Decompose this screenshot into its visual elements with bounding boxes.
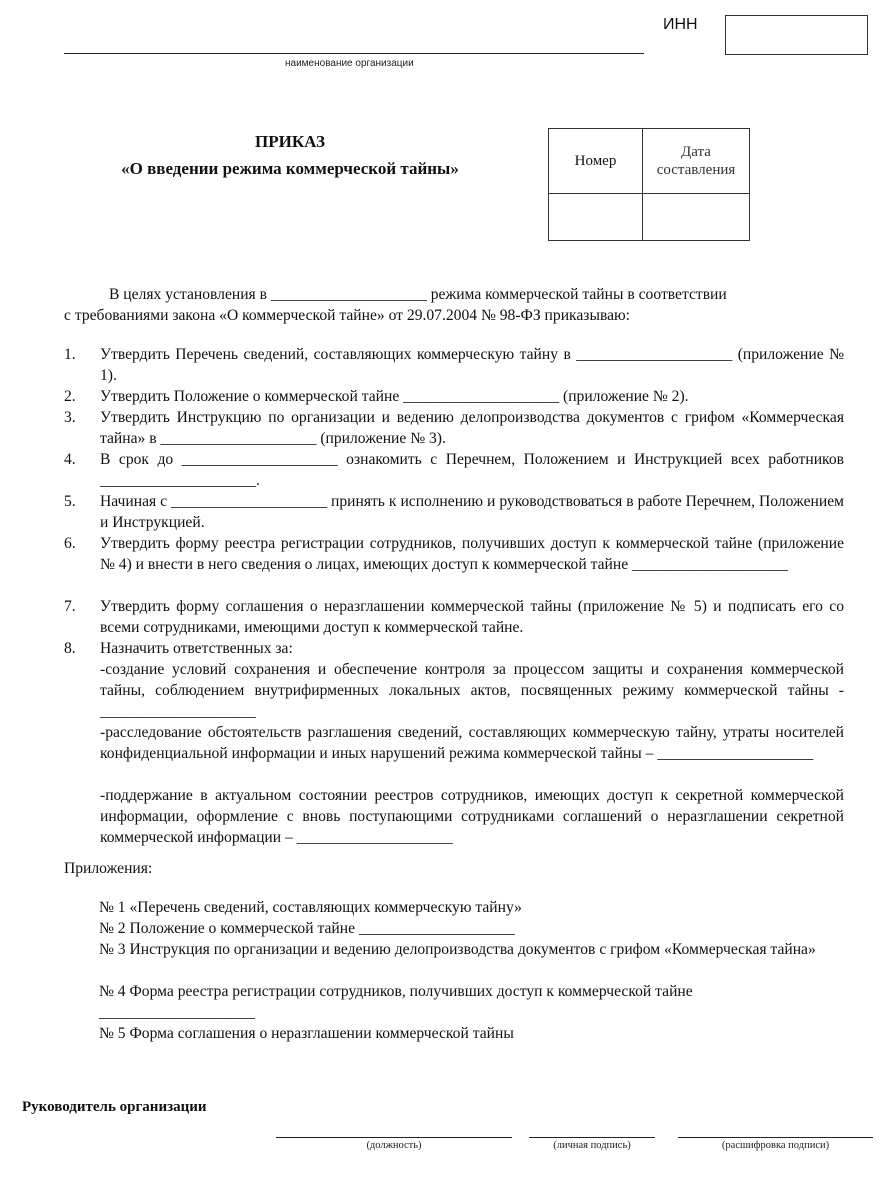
sign-caption: (личная подпись) [553, 1140, 631, 1151]
item-text: Утвердить Инструкцию по организации и ведению делопроизводства документов с грифом «Коммерческая тайна» в ____________________ (приложение № 3). [100, 409, 844, 447]
order-item-1 [64, 344, 844, 386]
order-item-8 [64, 638, 844, 659]
attachment-2: № 2 Положение о коммерческой тайне ____________________ [99, 920, 515, 937]
position-line [276, 1137, 512, 1138]
responsibility-3 [64, 785, 844, 848]
order-item-6 [64, 533, 844, 575]
intro-line-1: В целях установления в ____________________ режима коммерческой тайны в соответствии [109, 286, 727, 303]
order-meta-table [548, 128, 750, 241]
item-text: Назначить ответственных за: [100, 640, 293, 657]
item-number: 8. [64, 640, 76, 657]
item-number: 2. [64, 388, 76, 405]
responsibility-2 [64, 722, 844, 764]
order-item-7 [64, 596, 844, 638]
attachment-5: № 5 Форма соглашения о неразглашении коммерческой тайны [99, 1025, 514, 1042]
order-item-3 [64, 407, 844, 449]
org-name-caption: наименование организации [285, 58, 414, 69]
attachments-heading: Приложения: [64, 860, 153, 877]
item-text: В срок до ____________________ ознакомить с Перечнем, Положением и Инструкцией всех работников ____________________. [100, 451, 844, 489]
number-field[interactable] [549, 194, 643, 241]
number-label: Номер [549, 129, 643, 194]
responsibility-1 [64, 659, 844, 722]
item-text: Утвердить форму реестра регистрации сотрудников, получивших доступ к коммерческой тайне (приложение № 4) и внести в него сведения о лицах, имеющих доступ к коммерческой тайне ____________________ [100, 535, 844, 573]
item-number: 7. [64, 598, 76, 615]
signature-title: Руководитель организации [22, 1099, 207, 1115]
item-number: 1. [64, 346, 76, 363]
decode-caption: (расшифровка подписи) [721, 1140, 830, 1151]
inn-field[interactable] [725, 15, 868, 55]
intro-line-2: с требованиями закона «О коммерческой тайне» от 29.07.2004 № 98-ФЗ приказываю: [64, 307, 631, 324]
item-text: Утвердить форму соглашения о неразглашении коммерческой тайны (приложение № 5) и подписать его со всеми сотрудниками, имеющими доступ к коммерческой тайне. [100, 598, 844, 636]
attachment-4: № 4 Форма реестра регистрации сотрудников, получивших доступ к коммерческой тайне ____________________ [99, 983, 693, 1021]
order-item-4 [64, 449, 844, 491]
order-title: ПРИКАЗ [255, 132, 325, 151]
item-text: Утвердить Перечень сведений, составляющих коммерческую тайну в ____________________ (приложение № 1). [100, 346, 844, 384]
item-text: Начиная с ____________________ принять к исполнению и руководствоваться в работе Перечнем, Положением и Инструкцией. [100, 493, 844, 531]
date-field[interactable] [643, 194, 750, 241]
responsibility-text: -поддержание в актуальном состоянии реестров сотрудников, имеющих доступ к секретной коммерческой информации, оформление с вновь поступающими сотрудниками соглашений о неразглашении секретной коммерческой информации – ____________________ [100, 787, 844, 846]
item-number: 3. [64, 409, 76, 426]
sign-line [529, 1137, 655, 1138]
attachment-1: № 1 «Перечень сведений, составляющих коммерческую тайну» [99, 899, 522, 916]
decode-line [678, 1137, 873, 1138]
item-number: 6. [64, 535, 76, 552]
item-number: 4. [64, 451, 76, 468]
position-caption: (должность) [366, 1140, 422, 1151]
item-text: Утвердить Положение о коммерческой тайне ____________________ (приложение № 2). [100, 388, 689, 405]
inn-label: ИНН [663, 16, 698, 33]
item-number: 5. [64, 493, 76, 510]
attachment-3: № 3 Инструкция по организации и ведению делопроизводства документов с грифом «Коммерческая тайна» [99, 941, 816, 958]
org-name-line [64, 53, 644, 54]
responsibility-text: -расследование обстоятельств разглашения сведений, составляющих коммерческую тайну, утраты носителей конфиденциальной информации и иных нарушений режима коммерческой тайны – ____________________ [100, 724, 844, 762]
order-subtitle: «О введении режима коммерческой тайны» [121, 159, 459, 178]
order-item-5 [64, 491, 844, 533]
order-item-2 [64, 386, 844, 407]
date-label: Дата составления [643, 129, 750, 194]
responsibility-text: -создание условий сохранения и обеспечение контроля за процессом защиты и сохранения коммерческой тайны, соблюдением внутрифирменных локальных актов, посвященных режиму коммерческой тайны - ____________________ [100, 661, 844, 720]
